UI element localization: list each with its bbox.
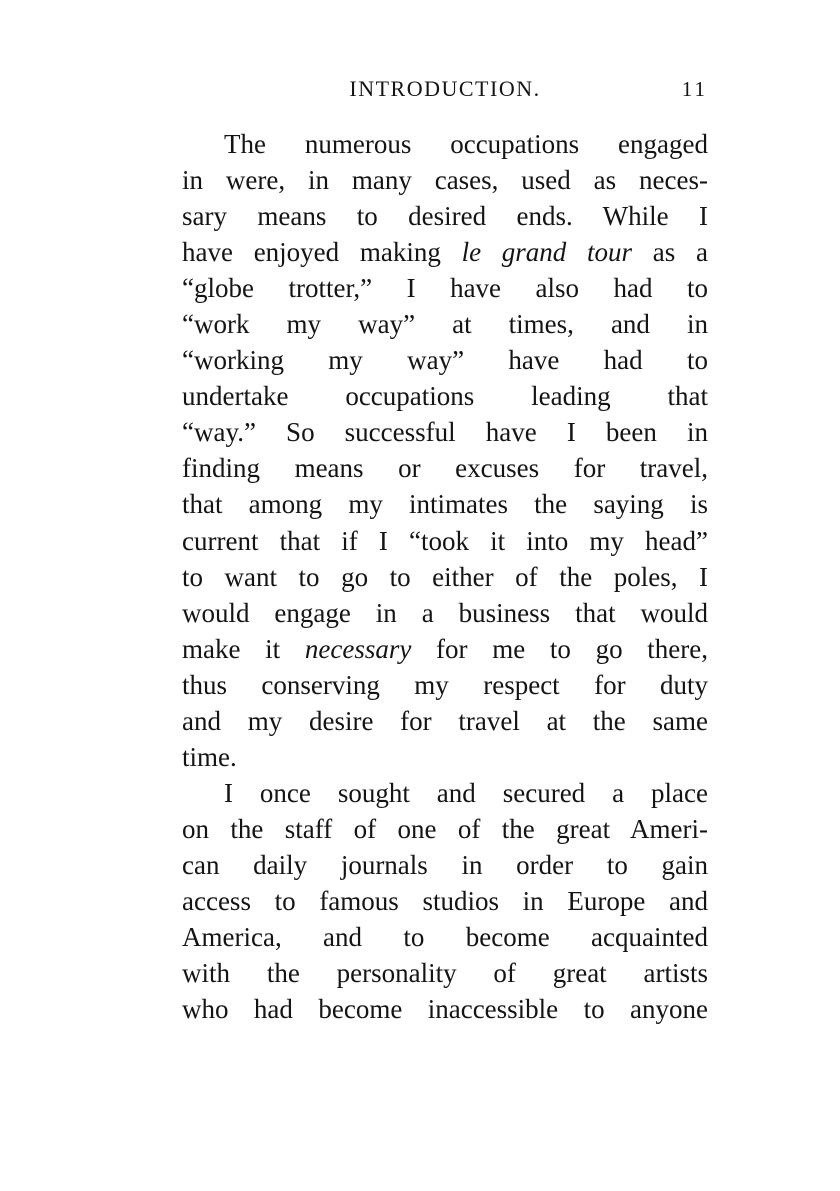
- body-text: [182, 126, 708, 1027]
- text-line: can daily journals in order to gain: [182, 849, 708, 880]
- text-line: to want to go to either of the poles, I: [182, 561, 708, 592]
- text-line: who had become inaccessible to anyone: [182, 994, 708, 1025]
- text-line: I once sought and secured a place: [224, 777, 708, 808]
- running-head-title: INTRODUCTION.: [349, 76, 541, 101]
- text-run: for me to go there,: [411, 633, 708, 664]
- text-line: “working my way” have had to: [182, 345, 708, 376]
- text-line: and my desire for travel at the same: [182, 705, 708, 736]
- text-line: finding means or excuses for travel,: [182, 453, 708, 484]
- text-line: thus conserving my respect for duty: [182, 669, 708, 700]
- text-line: “work my way” at times, and in: [182, 309, 708, 340]
- text-line: America, and to become acquainted: [182, 922, 708, 953]
- text-line: current that if I “took it into my head”: [182, 525, 708, 556]
- text-line: “way.” So successful have I been in: [182, 417, 708, 448]
- text-line: on the staff of one of the great Ameri-: [182, 813, 708, 844]
- text-run: have enjoyed making: [182, 237, 462, 268]
- italic-phrase: le grand tour: [461, 237, 633, 268]
- text-line: [182, 631, 708, 667]
- text-line: sary means to desired ends. While I: [182, 201, 708, 232]
- text-line: time.: [182, 741, 237, 772]
- text-line: with the personality of great artists: [182, 958, 708, 989]
- italic-word: necessary: [304, 633, 412, 664]
- text-run: as a: [632, 237, 708, 268]
- text-line: would engage in a business that would: [182, 597, 708, 628]
- text-line: access to famous studios in Europe and: [182, 885, 708, 916]
- text-line: that among my intimates the saying is: [182, 489, 708, 520]
- text-line: “globe trotter,” I have also had to: [182, 273, 708, 304]
- running-head: [182, 74, 708, 104]
- text-line: [182, 234, 708, 270]
- page-number: 11: [681, 77, 708, 101]
- text-line: in were, in many cases, used as neces-: [182, 165, 708, 196]
- text-line: undertake occupations leading that: [182, 381, 708, 412]
- text-line: The numerous occupations engaged: [224, 129, 708, 159]
- text-run: make it: [182, 633, 305, 664]
